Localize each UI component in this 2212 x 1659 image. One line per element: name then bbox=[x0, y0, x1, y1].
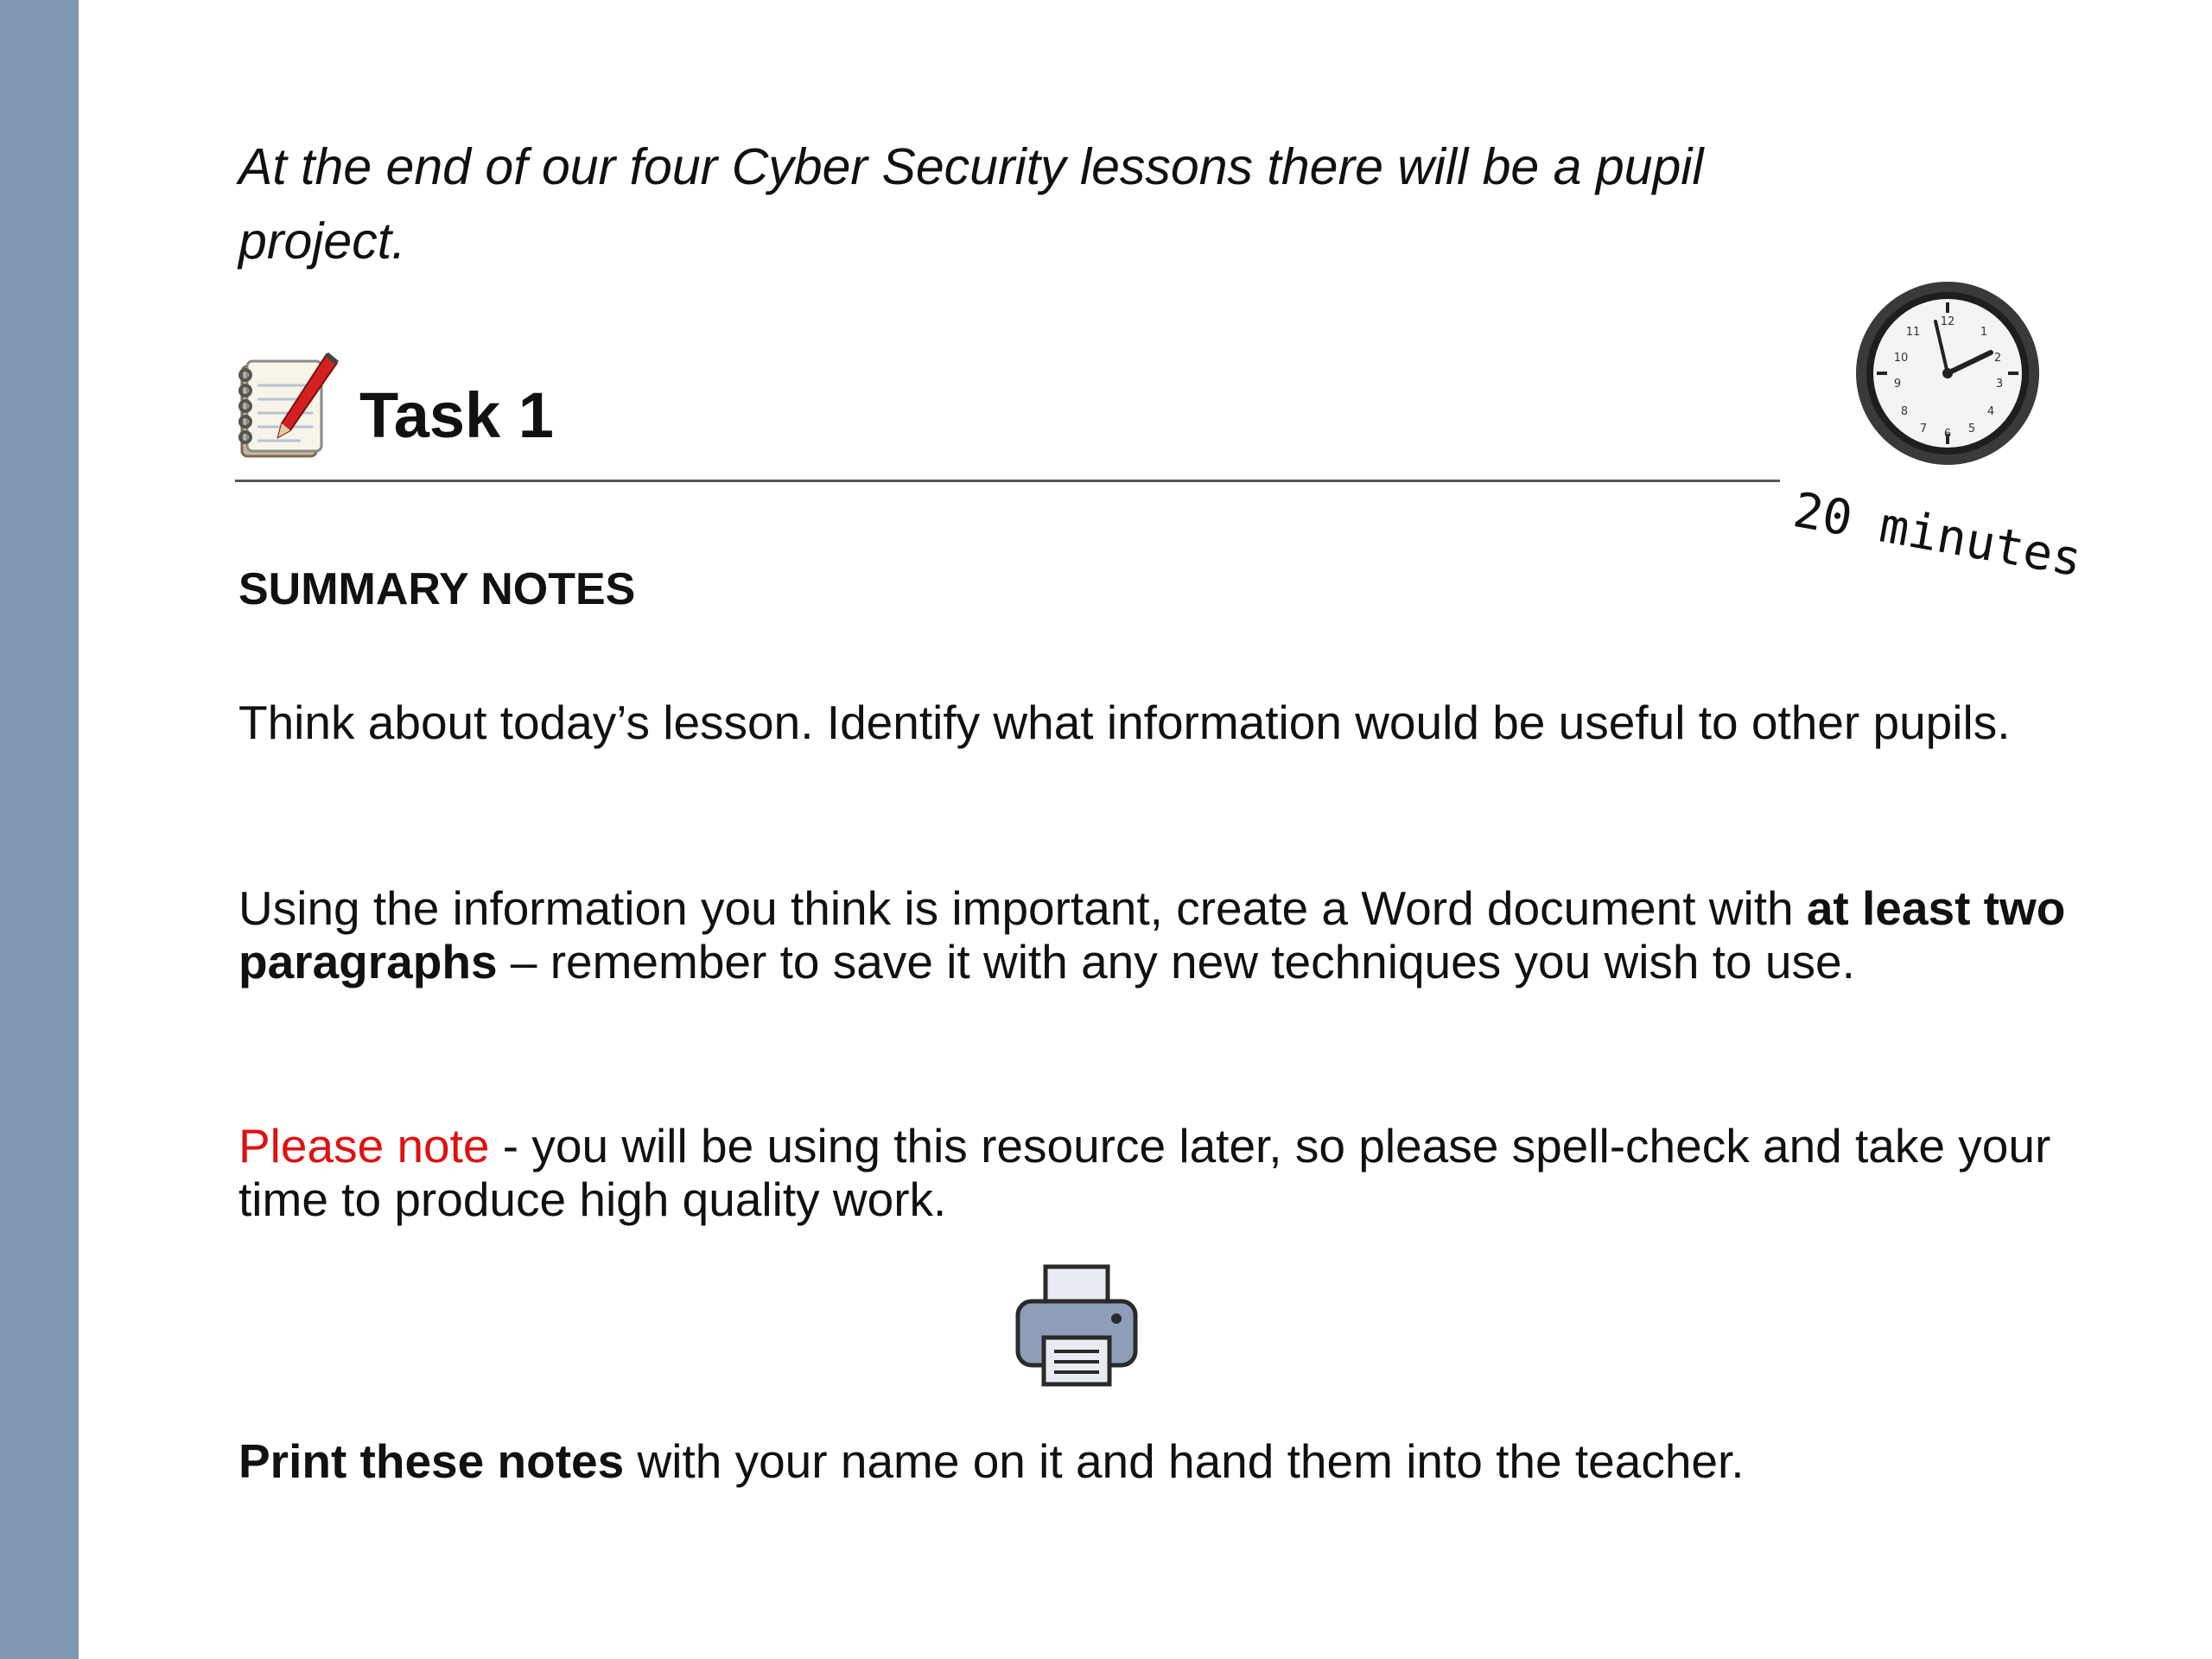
section-heading: SUMMARY NOTES bbox=[238, 564, 636, 614]
svg-text:10: 10 bbox=[1893, 352, 1909, 365]
side-accent-bar bbox=[0, 0, 79, 1659]
clock-icon bbox=[1853, 278, 2043, 468]
task-title: Task 1 bbox=[359, 379, 554, 451]
instruction-paragraph-2 bbox=[238, 881, 2096, 988]
paragraph-2-text-start: Using the information you think is important, create a Word document with bbox=[238, 881, 1807, 935]
intro-text: At the end of our four Cyber Security lessons there will be a pupil project. bbox=[238, 138, 1704, 270]
timer-label: 20 minutes bbox=[1789, 482, 2087, 588]
svg-text:2: 2 bbox=[1993, 352, 2002, 365]
svg-text:4: 4 bbox=[1986, 405, 1995, 418]
svg-text:8: 8 bbox=[1900, 405, 1909, 418]
please-note-label: Please note bbox=[238, 1119, 490, 1173]
please-note-text: - you will be using this resource later, so please spell-check and take your time to produce high quality work. bbox=[238, 1119, 2051, 1226]
svg-text:11: 11 bbox=[1905, 326, 1921, 339]
svg-text:9: 9 bbox=[1893, 378, 1902, 391]
paragraph-2-emphasis: at least two paragraphs bbox=[238, 881, 2066, 988]
svg-text:3: 3 bbox=[1995, 378, 2004, 391]
svg-text:6: 6 bbox=[1943, 428, 1952, 441]
notepad-pencil-icon bbox=[223, 347, 344, 468]
paragraph-2-text-end: – remember to save it with any new techniques you wish to use. bbox=[497, 935, 1855, 988]
svg-text:7: 7 bbox=[1919, 423, 1928, 435]
divider-line bbox=[235, 480, 1780, 482]
printer-icon bbox=[1013, 1262, 1141, 1389]
svg-text:5: 5 bbox=[1967, 423, 1976, 435]
svg-text:1: 1 bbox=[1980, 326, 1988, 339]
print-instruction-text: with your name on it and hand them into the teacher. bbox=[624, 1434, 1745, 1488]
svg-text:12: 12 bbox=[1940, 315, 1955, 328]
print-notes-emphasis: Print these notes bbox=[238, 1434, 625, 1488]
please-note-paragraph bbox=[238, 1119, 2096, 1226]
instruction-paragraph-1: Think about today’s lesson. Identify what information would be useful to other pupils. bbox=[238, 696, 2011, 749]
print-instruction-paragraph bbox=[238, 1434, 2096, 1488]
